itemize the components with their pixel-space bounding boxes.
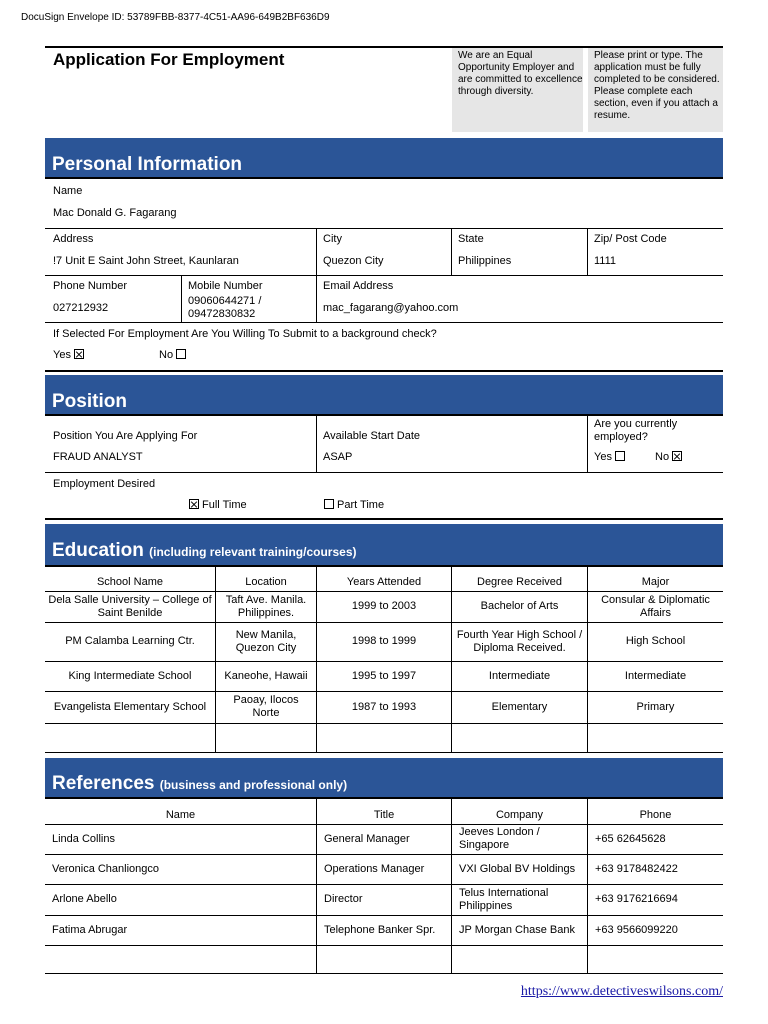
- divider: [45, 723, 723, 724]
- edu-cell[interactable]: PM Calamba Learning Ctr.: [65, 635, 195, 647]
- currently-employed-label: Are you currently employed?: [594, 418, 678, 443]
- instructions-note: [588, 48, 723, 132]
- divider: [587, 228, 588, 275]
- edu-cell[interactable]: 1999 to 2003: [351, 600, 417, 612]
- divider: [316, 567, 317, 752]
- mobile-field[interactable]: 09060644271 / 09472830832: [188, 295, 262, 320]
- employment-desired-label: Employment Desired: [53, 478, 156, 490]
- divider: [45, 884, 723, 885]
- edu-cell[interactable]: [588, 723, 723, 752]
- no-label: No: [655, 451, 670, 463]
- envelope-id: DocuSign Envelope ID: 53789FBB-8377-4C51-AA96-649B2BF636D9: [21, 12, 330, 23]
- ref-cell[interactable]: [45, 945, 316, 973]
- background-check-question: If Selected For Employment Are You Willing To Submit to a background check?: [53, 328, 437, 340]
- eeo-note: [452, 48, 583, 132]
- no-label: No: [159, 349, 174, 361]
- ref-cell[interactable]: JP Morgan Chase Bank: [459, 923, 575, 936]
- ref-cell[interactable]: Jeeves London / Singapore: [459, 826, 540, 851]
- divider: [45, 591, 723, 592]
- ref-header-company: Company: [495, 809, 544, 821]
- edu-header-school: School Name: [96, 576, 164, 588]
- section-title: References: [52, 773, 155, 794]
- mobile-label: Mobile Number: [188, 280, 263, 292]
- divider: [45, 752, 723, 753]
- edu-header-degree: Degree Received: [477, 576, 562, 588]
- ref-cell[interactable]: [317, 945, 451, 973]
- divider: [587, 799, 588, 973]
- ref-cell[interactable]: +63 9566099220: [595, 923, 678, 936]
- divider: [215, 567, 216, 752]
- ref-cell[interactable]: [452, 945, 587, 973]
- education-heading: [45, 524, 723, 567]
- address-field[interactable]: !7 Unit E Saint John Street, Kaunlaran: [53, 255, 239, 267]
- edu-cell[interactable]: Intermediate: [624, 669, 687, 682]
- divider: [451, 228, 452, 275]
- ref-cell[interactable]: Veronica Chanliongco: [52, 862, 160, 875]
- start-date-field[interactable]: ASAP: [323, 451, 353, 463]
- divider: [316, 275, 317, 322]
- ref-header-name: Name: [165, 809, 196, 821]
- ref-cell[interactable]: Telus International Philippines: [459, 886, 549, 912]
- ref-cell[interactable]: Arlone Abello: [52, 893, 117, 905]
- divider: [45, 854, 723, 855]
- divider: [45, 228, 723, 229]
- employed-no-checkbox[interactable]: [672, 451, 682, 461]
- position-applying-field[interactable]: FRAUD ANALYST: [53, 451, 143, 463]
- divider: [45, 945, 723, 946]
- edu-cell[interactable]: Consular & Diplomatic Affairs: [601, 593, 710, 619]
- divider: [45, 824, 723, 825]
- footer-link[interactable]: https://www.detectiveswilsons.com/: [520, 984, 723, 999]
- edu-header-major: Major: [641, 576, 670, 588]
- ref-cell[interactable]: +63 9176216694: [595, 893, 678, 905]
- divider: [45, 915, 723, 916]
- divider: [451, 799, 452, 973]
- zip-field[interactable]: 1111: [594, 255, 617, 267]
- background-yes-checkbox[interactable]: [74, 349, 84, 359]
- divider: [45, 275, 723, 276]
- edu-cell[interactable]: [216, 723, 316, 752]
- edu-cell[interactable]: Kaneohe, Hawaii: [224, 669, 308, 682]
- phone-field[interactable]: 027212932: [53, 302, 109, 314]
- edu-cell[interactable]: Evangelista Elementary School: [53, 700, 207, 713]
- divider: [451, 567, 452, 752]
- full-time-label: Full Time: [202, 499, 247, 511]
- part-time-option[interactable]: [321, 499, 384, 511]
- ref-cell[interactable]: +63 9178482422: [595, 862, 678, 875]
- section-title: Personal Information: [52, 154, 243, 175]
- edu-cell[interactable]: [45, 723, 215, 752]
- edu-cell[interactable]: [317, 723, 451, 752]
- edu-cell[interactable]: King Intermediate School: [68, 669, 192, 682]
- email-label: Email Address: [323, 280, 394, 292]
- city-field[interactable]: Quezon City: [323, 255, 384, 267]
- edu-cell[interactable]: Paoay, Ilocos Norte: [233, 694, 299, 719]
- edu-header-location: Location: [245, 576, 287, 588]
- divider: [181, 275, 182, 322]
- divider: [316, 416, 317, 472]
- edu-cell[interactable]: High School: [625, 635, 686, 647]
- yes-label: Yes: [594, 451, 612, 463]
- part-time-label: Part Time: [337, 499, 385, 511]
- edu-cell[interactable]: Dela Salle University – College of Saint Benilde: [48, 593, 212, 619]
- divider: [45, 973, 723, 974]
- eeo-note-text: We are an Equal Opportunity Employer and are committed to excellence through diversity.: [458, 50, 583, 97]
- divider: [45, 322, 723, 323]
- divider: [316, 799, 317, 973]
- ref-cell[interactable]: Operations Manager: [324, 862, 425, 875]
- edu-cell[interactable]: Primary: [636, 700, 675, 713]
- email-field[interactable]: mac_fagarang@yahoo.com: [323, 302, 459, 314]
- ref-cell[interactable]: [588, 945, 723, 973]
- section-subtitle: (business and professional only): [159, 778, 348, 792]
- ref-header-phone: Phone: [639, 809, 672, 821]
- edu-cell[interactable]: [452, 723, 587, 752]
- city-label: City: [323, 233, 342, 245]
- edu-cell[interactable]: 1987 to 1993: [351, 700, 417, 713]
- employed-yes-checkbox[interactable]: [615, 451, 625, 461]
- yes-label: Yes: [53, 349, 71, 361]
- position-heading: [45, 375, 723, 416]
- section-title: Education: [52, 540, 144, 561]
- employed-yes-option[interactable]: [594, 451, 628, 463]
- ref-cell[interactable]: VXI Global BV Holdings: [459, 862, 576, 875]
- divider: [45, 691, 723, 692]
- ref-cell[interactable]: General Manager: [324, 832, 410, 845]
- start-date-label: Available Start Date: [323, 430, 421, 442]
- edu-cell[interactable]: Elementary: [491, 700, 548, 713]
- personal-information-heading: [45, 138, 723, 179]
- divider: [45, 661, 723, 662]
- background-yes-option[interactable]: [53, 349, 87, 361]
- full-time-option[interactable]: [186, 499, 247, 511]
- divider: [587, 567, 588, 752]
- divider: [45, 370, 723, 372]
- edu-cell[interactable]: New Manila, Quezon City: [235, 628, 297, 654]
- address-label: Address: [53, 233, 94, 245]
- ref-cell[interactable]: Telephone Banker Spr.: [324, 923, 436, 936]
- full-time-checkbox[interactable]: [189, 499, 199, 509]
- divider: [316, 228, 317, 275]
- ref-cell[interactable]: Fatima Abrugar: [52, 923, 128, 936]
- edu-cell[interactable]: Fourth Year High School / Diploma Received.: [456, 628, 583, 654]
- ref-cell[interactable]: Linda Collins: [52, 832, 115, 845]
- section-title: Position: [52, 391, 127, 412]
- page-title: Application For Employment: [53, 50, 285, 69]
- edu-cell[interactable]: Intermediate: [488, 669, 551, 682]
- divider: [45, 472, 723, 473]
- state-field[interactable]: Philippines: [458, 255, 512, 267]
- edu-cell[interactable]: 1998 to 1999: [351, 635, 417, 647]
- zip-label: Zip/ Post Code: [594, 233, 667, 245]
- ref-header-title: Title: [373, 809, 395, 821]
- divider: [45, 518, 723, 520]
- ref-cell[interactable]: Director: [324, 893, 363, 905]
- position-applying-label: Position You Are Applying For: [53, 430, 198, 442]
- instructions-text: Please print or type. The application must be fully completed to be considered. Please complete each section, even if you attach a resume.: [594, 50, 720, 121]
- phone-label: Phone Number: [53, 280, 127, 292]
- references-heading: [45, 758, 723, 799]
- name-label: Name: [53, 185, 83, 197]
- state-label: State: [458, 233, 484, 245]
- ref-cell[interactable]: +65 62645628: [595, 832, 666, 845]
- name-field[interactable]: Mac Donald G. Fagarang: [53, 207, 177, 219]
- employed-no-option[interactable]: [655, 451, 685, 463]
- part-time-checkbox[interactable]: [324, 499, 334, 509]
- edu-cell[interactable]: 1995 to 1997: [351, 669, 417, 682]
- background-no-option[interactable]: [159, 349, 189, 361]
- background-no-checkbox[interactable]: [176, 349, 186, 359]
- edu-header-years: Years Attended: [346, 576, 422, 588]
- section-subtitle: (including relevant training/courses): [149, 545, 357, 559]
- edu-cell[interactable]: Bachelor of Arts: [480, 600, 559, 612]
- divider: [45, 622, 723, 623]
- edu-cell[interactable]: Taft Ave. Manila. Philippines.: [225, 593, 307, 619]
- divider: [587, 416, 588, 472]
